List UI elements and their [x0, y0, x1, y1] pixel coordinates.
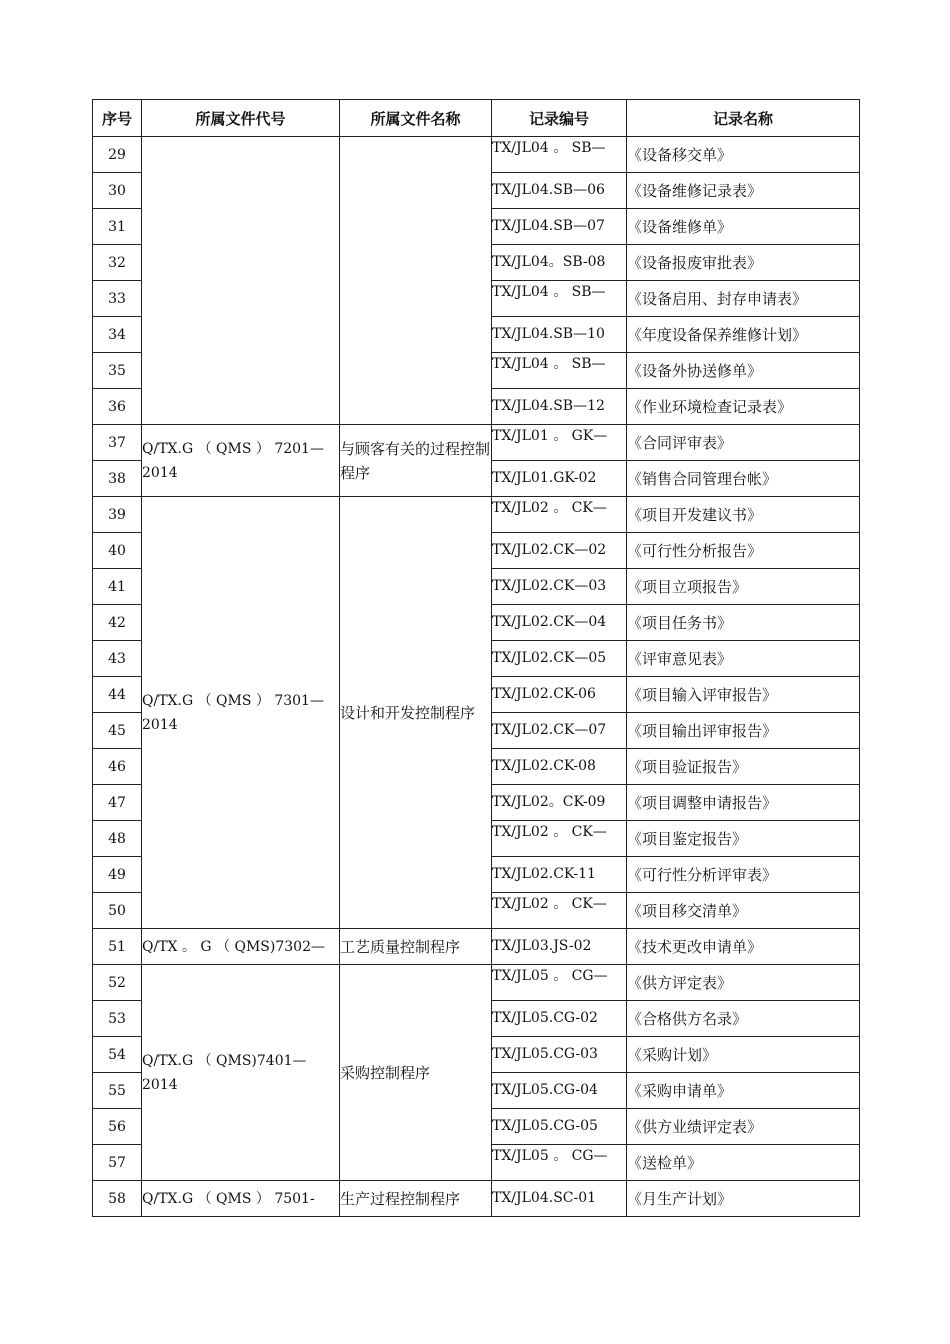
file-name-cell [340, 497, 492, 929]
row-seq: 47 [93, 785, 142, 821]
record-name: 《项目调整申请报告》 [627, 785, 860, 821]
record-name: 《设备维修记录表》 [627, 173, 860, 209]
header-seq: 序号 [93, 100, 142, 137]
row-seq: 40 [93, 533, 142, 569]
file-code-cell [142, 497, 340, 929]
record-name: 《设备启用、封存申请表》 [627, 281, 860, 317]
file-name-cell [340, 965, 492, 1181]
row-seq: 33 [93, 281, 142, 317]
row-seq: 53 [93, 1001, 142, 1037]
record-code: TX/JL04 。 SB— [492, 353, 627, 389]
row-seq: 49 [93, 857, 142, 893]
record-code: TX/JL05.CG-02 [492, 1001, 627, 1037]
record-code: TX/JL04 。 SB— [492, 137, 627, 173]
record-name: 《合同评审表》 [627, 425, 860, 461]
record-name: 《作业环境检查记录表》 [627, 389, 860, 425]
row-seq: 48 [93, 821, 142, 857]
record-code: TX/JL02.CK—03 [492, 569, 627, 605]
record-name: 《供方评定表》 [627, 965, 860, 1001]
record-name: 《项目输出评审报告》 [627, 713, 860, 749]
record-code: TX/JL02 。 CK— [492, 821, 627, 857]
file-code-cell [142, 965, 340, 1181]
record-name: 《项目输入评审报告》 [627, 677, 860, 713]
record-code: TX/JL02 。 CK— [492, 497, 627, 533]
row-seq: 32 [93, 245, 142, 281]
file-name: 与顾客有关的过程控制程序 [340, 439, 491, 482]
record-code: TX/JL04.SB—12 [492, 389, 627, 425]
row-seq: 46 [93, 749, 142, 785]
row-seq: 42 [93, 605, 142, 641]
record-code: TX/JL05 。 CG— [492, 965, 627, 1001]
record-name: 《设备外协送修单》 [627, 353, 860, 389]
row-seq: 29 [93, 137, 142, 173]
row-seq: 45 [93, 713, 142, 749]
record-name: 《评审意见表》 [627, 641, 860, 677]
header-record-code: 记录编号 [492, 100, 627, 137]
record-code: TX/JL04.SB—10 [492, 317, 627, 353]
file-code: Q/TX.G （ QMS ） 7301—2014 [142, 692, 324, 733]
file-name-cell [340, 137, 492, 425]
row-seq: 35 [93, 353, 142, 389]
row-seq: 30 [93, 173, 142, 209]
record-name: 《设备报废审批表》 [627, 245, 860, 281]
record-code: TX/JL02。CK-09 [492, 785, 627, 821]
file-code-cell [142, 929, 340, 965]
file-code-cell [142, 137, 340, 425]
row-seq: 38 [93, 461, 142, 497]
row-seq: 41 [93, 569, 142, 605]
records-table [92, 99, 860, 1217]
row-seq: 37 [93, 425, 142, 461]
file-code: Q/TX.G （ QMS ） 7201—2014 [142, 440, 324, 481]
table-row [93, 1181, 860, 1217]
row-seq: 55 [93, 1073, 142, 1109]
file-name-cell [340, 425, 492, 497]
record-code: TX/JL04 。 SB— [492, 281, 627, 317]
record-code: TX/JL04.SB—06 [492, 173, 627, 209]
record-code: TX/JL03.JS-02 [492, 929, 627, 965]
file-name: 生产过程控制程序 [340, 1189, 461, 1208]
file-code-cell [142, 1181, 340, 1217]
file-name: 工艺质量控制程序 [340, 937, 461, 956]
row-seq: 51 [93, 929, 142, 965]
table-row [93, 929, 860, 965]
header-record-name: 记录名称 [627, 100, 860, 137]
record-name: 《技术更改申请单》 [627, 929, 860, 965]
header-row [93, 100, 860, 137]
records-body [93, 137, 860, 1217]
record-name: 《年度设备保养维修计划》 [627, 317, 860, 353]
record-code: TX/JL02.CK—07 [492, 713, 627, 749]
row-seq: 43 [93, 641, 142, 677]
record-code: TX/JL04。SB-08 [492, 245, 627, 281]
record-code: TX/JL05 。 CG— [492, 1145, 627, 1181]
file-name-cell [340, 1181, 492, 1217]
record-name: 《项目鉴定报告》 [627, 821, 860, 857]
record-name: 《采购计划》 [627, 1037, 860, 1073]
file-code-cell [142, 425, 340, 497]
file-name: 采购控制程序 [340, 1063, 431, 1082]
row-seq: 54 [93, 1037, 142, 1073]
record-code: TX/JL01 。 GK— [492, 425, 627, 461]
row-seq: 56 [93, 1109, 142, 1145]
record-code: TX/JL05.CG-03 [492, 1037, 627, 1073]
row-seq: 50 [93, 893, 142, 929]
record-code: TX/JL02 。 CK— [492, 893, 627, 929]
record-name: 《设备维修单》 [627, 209, 860, 245]
table-row [93, 965, 860, 1001]
record-name: 《合格供方名录》 [627, 1001, 860, 1037]
record-name: 《可行性分析评审表》 [627, 857, 860, 893]
record-name: 《项目立项报告》 [627, 569, 860, 605]
row-seq: 57 [93, 1145, 142, 1181]
record-name: 《销售合同管理台帐》 [627, 461, 860, 497]
record-code: TX/JL02.CK-06 [492, 677, 627, 713]
record-code: TX/JL02.CK-11 [492, 857, 627, 893]
table-row [93, 425, 860, 461]
record-name: 《设备移交单》 [627, 137, 860, 173]
record-name: 《项目任务书》 [627, 605, 860, 641]
file-name: 设计和开发控制程序 [340, 703, 476, 722]
row-seq: 34 [93, 317, 142, 353]
row-seq: 58 [93, 1181, 142, 1217]
record-name: 《送检单》 [627, 1145, 860, 1181]
record-code: TX/JL04.SB—07 [492, 209, 627, 245]
row-seq: 36 [93, 389, 142, 425]
record-name: 《项目开发建议书》 [627, 497, 860, 533]
file-code: Q/TX.G （ QMS)7401—2014 [142, 1052, 307, 1093]
table-row [93, 497, 860, 533]
row-seq: 31 [93, 209, 142, 245]
file-code: Q/TX.G （ QMS ） 7501- [142, 1190, 315, 1207]
record-code: TX/JL01.GK-02 [492, 461, 627, 497]
record-code: TX/JL02.CK—04 [492, 605, 627, 641]
row-seq: 39 [93, 497, 142, 533]
record-code: TX/JL02.CK—02 [492, 533, 627, 569]
record-name: 《可行性分析报告》 [627, 533, 860, 569]
record-code: TX/JL05.CG-04 [492, 1073, 627, 1109]
record-code: TX/JL02.CK—05 [492, 641, 627, 677]
header-file-name: 所属文件名称 [340, 100, 492, 137]
file-name-cell [340, 929, 492, 965]
record-name: 《项目验证报告》 [627, 749, 860, 785]
record-code: TX/JL04.SC-01 [492, 1181, 627, 1217]
table-row [93, 137, 860, 173]
record-name: 《项目移交清单》 [627, 893, 860, 929]
record-name: 《月生产计划》 [627, 1181, 860, 1217]
header-file-code: 所属文件代号 [142, 100, 340, 137]
row-seq: 52 [93, 965, 142, 1001]
row-seq: 44 [93, 677, 142, 713]
record-code: TX/JL02.CK-08 [492, 749, 627, 785]
record-name: 《供方业绩评定表》 [627, 1109, 860, 1145]
record-code: TX/JL05.CG-05 [492, 1109, 627, 1145]
record-name: 《采购申请单》 [627, 1073, 860, 1109]
file-code: Q/TX 。 G （ QMS)7302— [142, 938, 325, 955]
